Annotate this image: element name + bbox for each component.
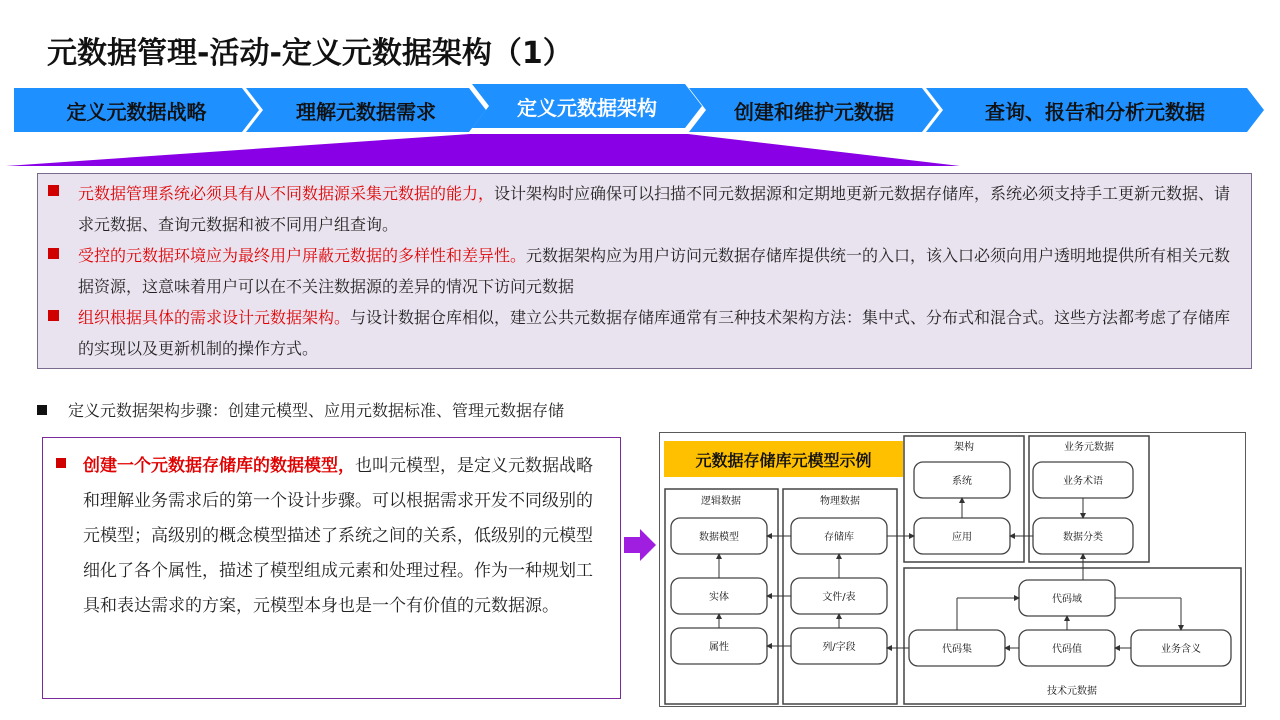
principle-highlight: 元数据管理系统必须具有从不同数据源采集元数据的能力， [78, 184, 495, 203]
chevron-label: 定义元数据战略 [66, 99, 207, 124]
chevron-step-2 [246, 88, 486, 132]
chevron-step-1 [14, 88, 259, 132]
principle-text: 元数据架构应为用户访问元数据存储库提供统一的入口，该入口必须向用户透明地提供所有相关元数据资源，这意味着用户可以在不关注数据源的差异的情况下访问元数据 [78, 246, 1231, 296]
node-system: 系统 [952, 476, 972, 487]
chevron-step-4 [689, 88, 939, 132]
process-chevrons [14, 88, 1264, 132]
node-business-meaning: 业务含义 [1161, 644, 1201, 655]
chevron-label: 理解元数据需求 [296, 99, 436, 124]
node-data-model: 数据模型 [699, 532, 739, 543]
node-code-value: 代码值 [1052, 644, 1082, 655]
principle-highlight: 受控的元数据环境应为最终用户屏蔽元数据的多样性和差异性。 [78, 246, 527, 265]
group-label-logic: 逻辑数据 [701, 496, 741, 507]
group-label-physical: 物理数据 [820, 496, 860, 507]
principle-text: 设计架构时应确保可以扫描不同元数据源和定期地更新元数据存储库，系统必须支持手工更新元数据、请求元数据、查询元数据和被不同用户组查询。 [78, 184, 1231, 234]
active-step-funnel [0, 130, 1280, 170]
bullet-icon [48, 185, 59, 196]
metamodel-highlight: 创建一个元数据存储库的数据模型， [83, 456, 355, 476]
node-data-class: 数据分类 [1063, 532, 1103, 543]
chevron-step-5 [926, 88, 1264, 132]
chevron-label: 查询、报告和分析元数据 [985, 99, 1205, 124]
diagram-title: 元数据存储库元模型示例 [664, 441, 903, 477]
node-application: 应用 [952, 532, 972, 543]
node-repository: 存储库 [824, 532, 854, 543]
page-title: 元数据管理-活动-定义元数据架构（1） [47, 36, 573, 71]
group-label-technical: 技术元数据 [1047, 686, 1097, 697]
principle-2 [78, 240, 1238, 302]
bullet-icon [37, 405, 47, 415]
group-label-arch: 架构 [954, 442, 974, 453]
principle-1 [78, 178, 1238, 240]
bullet-icon [56, 458, 66, 468]
arrow-right-icon [624, 529, 658, 561]
node-code-domain: 代码域 [1052, 594, 1082, 605]
node-file-table: 文件/表 [822, 592, 856, 603]
node-entity: 实体 [709, 592, 729, 603]
principle-text: 与设计数据仓库相似，建立公共元数据存储库通常有三种技术架构方法：集中式、分布式和混合式。这些方法都考虑了存储库的实现以及更新机制的操作方式。 [78, 308, 1231, 358]
chevron-label: 定义元数据架构 [517, 95, 657, 120]
chevron-label: 创建和维护元数据 [734, 99, 894, 124]
bullet-icon [48, 248, 59, 259]
node-attribute: 属性 [709, 642, 729, 653]
metamodel-description [83, 449, 603, 624]
node-code-set: 代码集 [942, 644, 972, 655]
bullet-icon [48, 310, 59, 321]
node-column-field: 列/字段 [822, 642, 856, 653]
chevron-step-3-active [472, 84, 702, 128]
metamodel-text: 也叫元模型，是定义元数据战略和理解业务需求后的第一个设计步骤。可以根据需求开发不同级别的元模型；高级别的概念模型描述了系统之间的关系，低级别的元模型细化了各个属性，描述了模型组成元素和处理过程。作为一种规划工具和表达需求的方案，元模型本身也是一个有价值的元数据源。 [83, 456, 593, 616]
principle-3 [78, 302, 1238, 364]
group-label-business: 业务元数据 [1064, 442, 1114, 453]
node-business-term: 业务术语 [1063, 476, 1103, 487]
steps-line: 定义元数据架构步骤：创建元模型、应用元数据标准、管理元数据存储 [68, 401, 565, 420]
principle-highlight: 组织根据具体的需求设计元数据架构。 [78, 308, 351, 327]
